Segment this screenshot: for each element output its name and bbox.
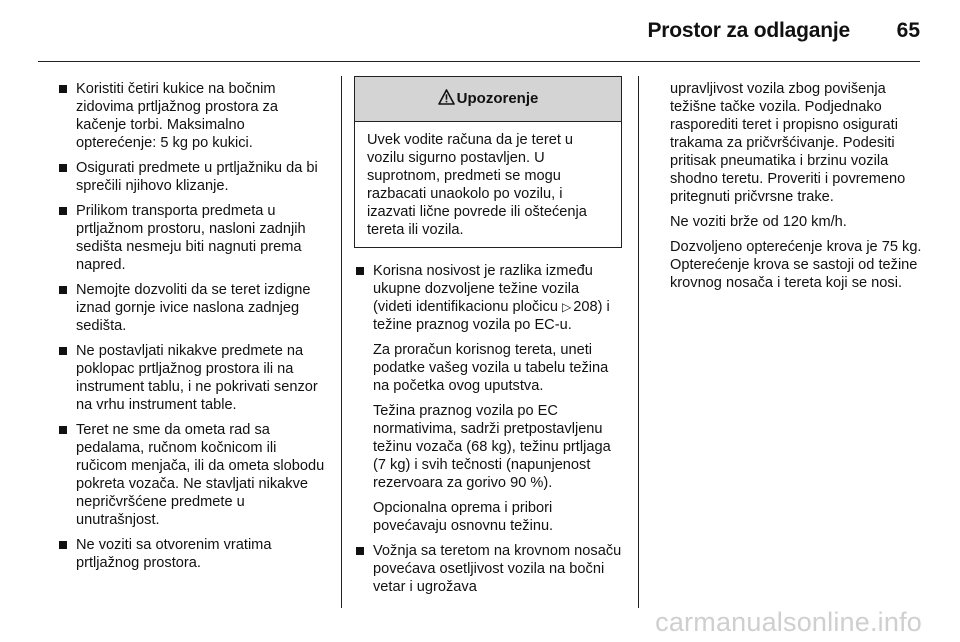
column-divider-2: [638, 76, 639, 608]
paragraph: Dozvoljeno opterećenje krova je 75 kg. Opterećenje krova se sastoji od težine krovnog nosača i tereta koji se nosi.: [670, 239, 922, 291]
list-item: Osigurati predmete u prtljažniku da bi sprečili njihovo klizanje.: [57, 159, 329, 195]
bullet-square-icon: [59, 426, 67, 434]
list-item: Nemojte dozvoliti da se teret izdigne iznad gornje ivice naslona zadnjeg sedišta.: [57, 281, 329, 335]
page-title: Prostor za odlaganje: [647, 19, 850, 42]
watermark: carmanualsonline.info: [655, 607, 922, 637]
list-item: Teret ne sme da ometa rad sa pedalama, ručnom kočnicom ili ručicom menjača, ili da ometa slobodu pokreta vozača. Ne stavljati nikakve nepričvršćene predmete u unutrašnjost.: [57, 421, 329, 529]
sub-paragraph: Za proračun korisnog tereta, uneti podatke vašeg vozila u tabelu težina na početka ovog uputstva.: [373, 342, 609, 394]
paragraph: upravljivost vozila zbog povišenja težišne tačke vozila. Podjednako rasporediti teret i propisno osigurati trakama za pričvršćivanje. Podesiti pritisak pneumatika i brzinu vozila shodno teretu. Proveriti i povremeno pritegnuti pričvrsne trake.: [670, 81, 906, 205]
list-item: Ne voziti sa otvorenim vratima prtljažnog prostora.: [57, 536, 329, 572]
bullet-square-icon: [356, 267, 364, 275]
list-item: Koristiti četiri kukice na bočnim zidovima prtljažnog prostora za kačenje torbi. Maksimalno opterećenje: 5 kg po kukici.: [57, 80, 329, 152]
bullet-square-icon: [59, 286, 67, 294]
list-item: Korisna nosivost je razlika između ukupne dozvoljene težine vozila (videti identifikacionu pločicu ▷ 208) i težine praznog vozila po EC-u.: [354, 262, 622, 334]
column-divider-1: [341, 76, 342, 608]
sub-paragraph: Težina praznog vozila po EC normativima, sadrži pretpostavljenu težinu vozača (68 kg), težinu prtljaga (7 kg) i svih tečnosti (napunjenost rezervoara za gorivo 90 %).: [373, 403, 611, 491]
warning-triangle-icon: [438, 79, 455, 123]
warning-text: Uvek vodite računa da je teret u vozilu sigurno postavljen. U suprotnom, predmeti se mogu razbacati unaokolo po vozilu, i izazvati lične povrede ili oštećenja tereta ili vozila.: [367, 132, 587, 238]
paragraph: Ne voziti brže od 120 km/h.: [670, 214, 847, 230]
warning-title: Upozorenje: [456, 90, 539, 107]
bullet-square-icon: [59, 85, 67, 93]
column-1: [57, 80, 329, 579]
page-reference-arrow-icon: ▷: [562, 300, 572, 314]
bullet-square-icon: [59, 347, 67, 355]
column-2: [354, 80, 622, 603]
page-reference: 208: [573, 299, 598, 315]
warning-header: [355, 77, 621, 122]
bullet-square-icon: [59, 541, 67, 549]
list-item: Prilikom transporta predmeta u prtljažnom prostoru, nasloni zadnjih sedišta nesmeju biti nagnuti prema napred.: [57, 202, 329, 274]
sub-paragraph: Opcionalna oprema i pribori povećavaju osnovnu težinu.: [373, 500, 554, 534]
list-item: Ne postavljati nikakve predmete na poklopac prtljažnog prostora ili na instrument tablu, i ne pokrivati senzor na vrhu instrument table.: [57, 342, 329, 414]
list-item: Vožnja sa teretom na krovnom nosaču povećava osetljivost vozila na bočni vetar i ugrožava: [354, 542, 622, 596]
bullet-square-icon: [59, 164, 67, 172]
bullet-square-icon: [356, 547, 364, 555]
header-rule: [38, 61, 920, 62]
column-3: [670, 80, 932, 299]
warning-box: [354, 76, 622, 248]
bullet-square-icon: [59, 207, 67, 215]
page-number: 65: [896, 19, 920, 42]
